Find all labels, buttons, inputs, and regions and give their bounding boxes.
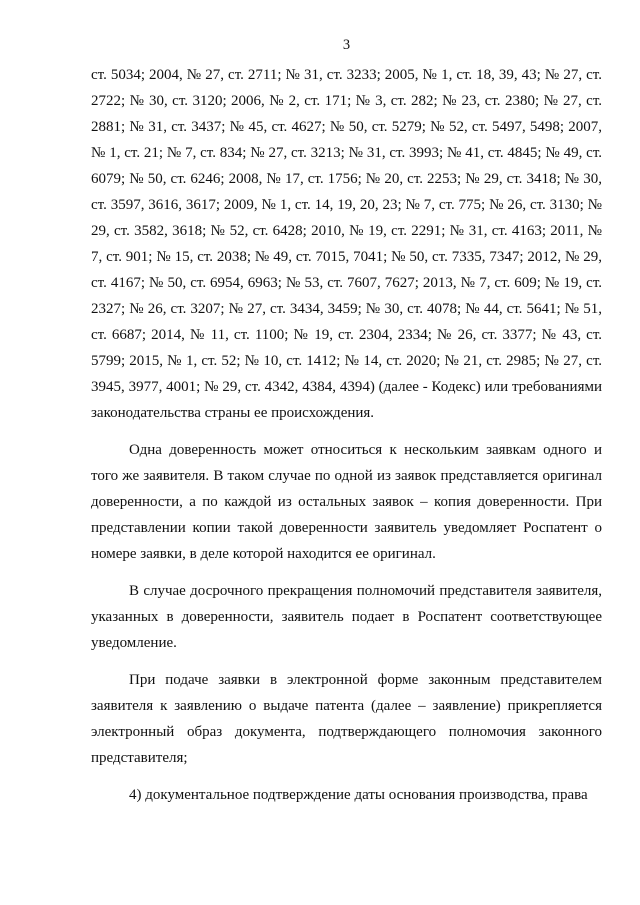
paragraph-electronic-filing: При подаче заявки в электронной форме законным представителем заявителя к заявлению о выдаче патента (далее – заявление) прикрепляется электронный образ документа, подтверждающего полномочия законного представителя; — [91, 672, 602, 766]
paragraph-legal-references: ст. 5034; 2004, № 27, ст. 2711; № 31, ст. 3233; 2005, № 1, ст. 18, 39, 43; № 27, ст. 2722; № 30, ст. 3120; 2006, № 2, ст. 171; № 3, ст. 282; № 23, ст. 2380; № 27, ст. 2881; № 31, ст. 3437; № 45, ст. 4627; № 50, ст. 5279; № 52, ст. 5497, 5498; 2007, № 1, ст. 21; № 7, ст. 834; № 27, ст. 3213; № 31, ст. 3993; № 41, ст. 4845; № 49, ст. 6079; № 50, ст. 6246; 2008, № 17, ст. 1756; № 20, ст. 2253; № 29, ст. 3418; № 30, ст. 3597, 3616, 3617; 2009, № 1, ст. 14, 19, 20, 23; № 7, ст. 775; № 26, ст. 3130; № 29, ст. 3582, 3618; № 52, ст. 6428; 2010, № 19, ст. 2291; № 31, ст. 4163; 2011, № 7, ст. 901; № 15, ст. 2038; № 49, ст. 7015, 7041; № 50, ст. 7335, 7347; 2012, № 29, ст. 4167; № 50, ст. 6954, 6963; № 53, ст. 7607, 7627; 2013, № 7, ст. 609; № 19, ст. 2327; № 26, ст. 3207; № 27, ст. 3434, 3459; № 30, ст. 4078; № 44, ст. 5641; № 51, ст. 6687; 2014, № 11, ст. 1100; № 19, ст. 2304, 2334; № 26, ст. 3377; № 43, ст. 5799; 2015, № 1, ст. 52; № 10, ст. 1412; № 14, ст. 2020; № 21, ст. 2985; № 27, ст. 3945, 3977, 4001; № 29, ст. 4342, 4384, 4394) (далее - Кодекс) или требованиями законодательства страны ее происхождения. — [91, 67, 602, 421]
page-number: 3 — [342, 37, 351, 53]
paragraph-power-of-attorney: Одна доверенность может относиться к нескольким заявкам одного и того же заявителя. В таком случае по одной из заявок представляется оригинал доверенности, а по каждой из остальных заявок – копия доверенности. При представлении копии такой доверенности заявитель уведомляет Роспатент о номере заявки, в деле которой находится ее оригинал. — [91, 442, 602, 562]
paragraph-early-termination: В случае досрочного прекращения полномочий представителя заявителя, указанных в доверенности, заявитель подает в Роспатент соответствующее уведомление. — [91, 583, 602, 651]
paragraph-item-4: 4) документальное подтверждение даты основания производства, права — [129, 787, 588, 803]
